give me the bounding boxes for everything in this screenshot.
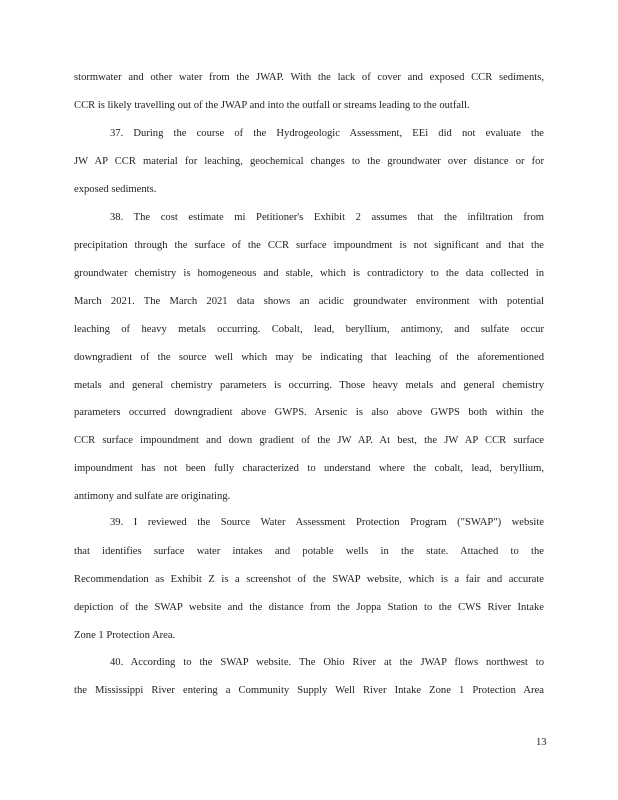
text-line: impoundment has not been fully characterized to understand where the cobalt, lead, beryllium,	[74, 463, 544, 474]
text-line: 37. During the course of the Hydrogeologic Assessment, EEi did not evaluate the	[110, 128, 544, 139]
text-line: Zone 1 Protection Area.	[74, 630, 176, 641]
text-line: 39. I reviewed the Source Water Assessment Protection Program ("SWAP") website	[110, 517, 544, 528]
text-line: stormwater and other water from the JWAP. With the lack of cover and exposed CCR sediments,	[74, 72, 544, 83]
text-line: downgradient of the source well which may be indicating that leaching of the aforementioned	[74, 352, 544, 363]
text-line: March 2021. The March 2021 data shows an acidic groundwater environment with potential	[74, 296, 544, 307]
text-line: precipitation through the surface of the CCR surface impoundment is not significant and that the	[74, 240, 544, 251]
text-line: exposed sediments.	[74, 184, 157, 195]
text-line: Recommendation as Exhibit Z is a screenshot of the SWAP website, which is a fair and accurate	[74, 574, 544, 585]
text-line: antimony and sulfate are originating.	[74, 491, 231, 502]
text-line: 40. According to the SWAP website. The Ohio River at the JWAP flows northwest to	[110, 657, 544, 668]
text-line: leaching of heavy metals occurring. Cobalt, lead, beryllium, antimony, and sulfate occur	[74, 324, 544, 335]
text-line: CCR surface impoundment and down gradient of the JW AP. At best, the JW AP CCR surface	[74, 435, 544, 446]
text-line: CCR is likely travelling out of the JWAP and into the outfall or streams leading to the outfall.	[74, 100, 470, 111]
text-line: 38. The cost estimate mi Petitioner's Exhibit 2 assumes that the infiltration from	[110, 212, 544, 223]
page-number: 13	[536, 737, 547, 748]
text-line: JW AP CCR material for leaching, geochemical changes to the groundwater over distance or for	[74, 156, 544, 167]
text-line: the Mississippi River entering a Community Supply Well River Intake Zone 1 Protection Area	[74, 685, 544, 696]
text-line: parameters occurred downgradient above GWPS. Arsenic is also above GWPS both within the	[74, 407, 544, 418]
text-line: groundwater chemistry is homogeneous and stable, which is contradictory to the data collected in	[74, 268, 544, 279]
text-line: metals and general chemistry parameters is occurring. Those heavy metals and general chemistry	[74, 380, 544, 391]
text-line: that identifies surface water intakes and potable wells in the state. Attached to the	[74, 546, 544, 557]
text-line: depiction of the SWAP website and the distance from the Joppa Station to the CWS River Intake	[74, 602, 544, 613]
